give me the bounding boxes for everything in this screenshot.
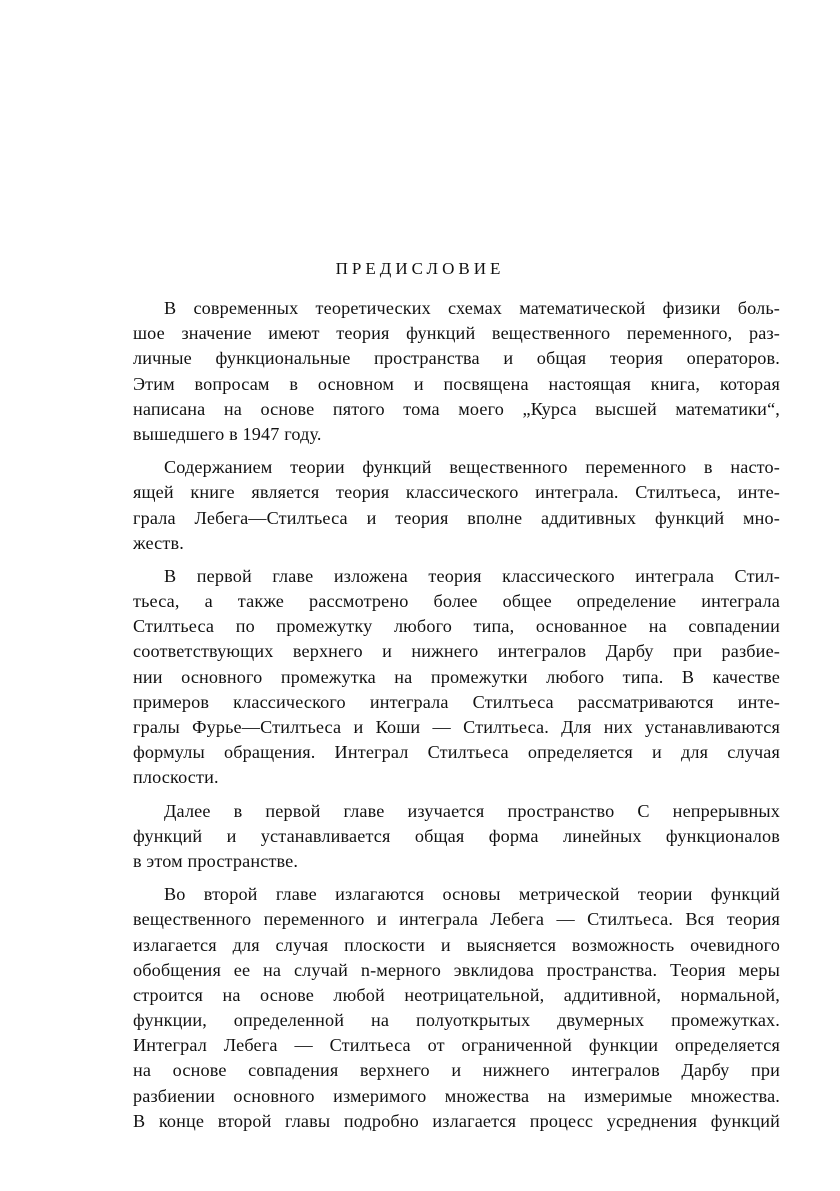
text-line: Этим вопросам в основном и посвящена настоящая книга, которая — [133, 373, 780, 394]
text-line: примеров классического интеграла Стилтьеса рассматриваются инте- — [133, 691, 780, 712]
page-heading: ПРЕДИСЛОВИЕ — [335, 259, 505, 278]
text-line: жеств. — [133, 532, 184, 553]
paragraph-2 — [133, 455, 780, 556]
paragraph-1 — [133, 296, 780, 447]
text-line: Содержанием теории функций вещественного переменного в насто- — [164, 457, 780, 478]
text-line: ящей книге является теория классического интеграла. Стилтьеса, инте- — [133, 482, 780, 503]
paragraph-3 — [133, 564, 780, 791]
text-line: Стилтьеса по промежутку любого типа, основанное на совпадении — [133, 616, 780, 637]
preface-body — [133, 296, 780, 1134]
text-line: вещественного переменного и интеграла Лебега — Стилтьеса. Вся теория — [133, 909, 780, 930]
text-line: формулы обращения. Интеграл Стилтьеса определяется и для случая — [133, 742, 780, 763]
text-line: вышедшего в 1947 году. — [133, 423, 322, 444]
text-line: шое значение имеют теория функций вещественного переменного, раз- — [133, 323, 780, 344]
text-line: В современных теоретических схемах математической физики боль- — [164, 298, 780, 318]
text-line: плоскости. — [133, 767, 219, 788]
paragraph-4 — [133, 799, 780, 875]
text-line: В первой главе изложена теория классического интеграла Стил- — [164, 565, 780, 586]
text-line: нии основного промежутка на промежутки любого типа. В качестве — [133, 666, 780, 687]
text-line: В конце второй главы подробно излагается процесс усреднения функций — [133, 1110, 780, 1131]
text-line: тьеса, а также рассмотрено более общее определение интеграла — [133, 591, 780, 612]
text-line: написана на основе пятого тома моего „Курса высшей математики“, — [133, 398, 780, 419]
text-line: в этом пространстве. — [133, 850, 299, 871]
text-line: грала Лебега—Стилтьеса и теория вполне аддитивных функций мно- — [133, 507, 780, 528]
text-line: гралы Фурье—Стилтьеса и Коши — Стилтьеса. Для них устанавливаются — [133, 717, 780, 737]
text-line: соответствующих верхнего и нижнего интегралов Дарбу при разбие- — [133, 641, 780, 662]
text-line: строится на основе любой неотрицательной, аддитивной, нормальной, — [133, 984, 780, 1005]
text-line: разбиении основного измеримого множества на измеримые множества. — [133, 1085, 780, 1106]
text-line: функций и устанавливается общая форма линейных функционалов — [133, 825, 780, 846]
text-line: личные функциональные пространства и общая теория операторов. — [133, 348, 780, 369]
text-line: Интеграл Лебега — Стилтьеса от ограниченной функции определяется — [133, 1035, 780, 1056]
text-line: функции, определенной на полуоткрытых двумерных промежутках. — [133, 1010, 780, 1031]
text-line: на основе совпадения верхнего и нижнего интегралов Дарбу при — [133, 1060, 780, 1081]
text-line: излагается для случая плоскости и выясняется возможность очевидного — [133, 934, 780, 955]
text-line: обобщения ее на случай n-мерного эвклидова пространства. Теория меры — [133, 959, 780, 980]
text-line: Во второй главе излагаются основы метрической теории функций — [164, 884, 780, 905]
text-line: Далее в первой главе изучается пространство С непрерывных — [164, 800, 780, 821]
paragraph-5 — [133, 882, 780, 1134]
